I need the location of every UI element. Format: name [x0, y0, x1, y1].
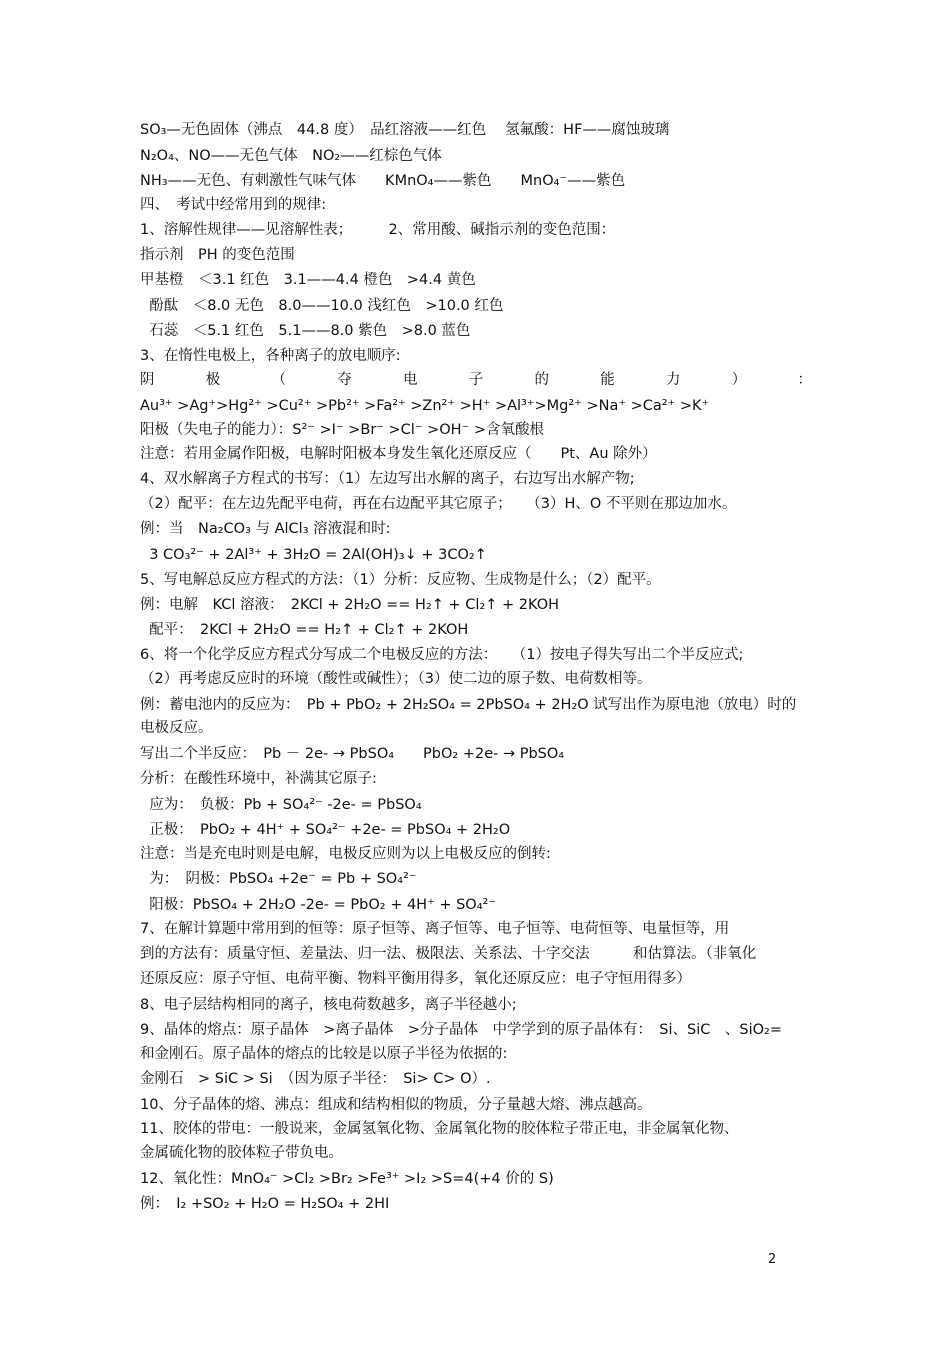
char: 力	[666, 372, 681, 388]
text-line: 注意：若用金属作阳极，电解时阳极本身发生氧化还原反应（ Pt、Au 除外）	[140, 446, 657, 462]
text-line: 金属硫化物的胶体粒子带负电。	[140, 1145, 343, 1161]
char: 电	[403, 372, 418, 388]
char: （	[271, 372, 286, 388]
text-line: 分析：在酸性环境中，补满其它原子:	[140, 771, 377, 787]
text-line: （2）再考虑反应时的环境（酸性或碱性）；（3）使二边的原子数、电荷数相等。	[140, 671, 652, 687]
text-line: 3、在惰性电极上，各种离子的放电顺序:	[140, 348, 401, 364]
justified-line	[140, 370, 812, 390]
page-number: 2	[768, 1252, 777, 1267]
text-line: 电极反应。	[140, 720, 213, 736]
text-line: Au³⁺ >Ag⁺>Hg²⁺ >Cu²⁺ >Pb²⁺ >Fa²⁺ >Zn²⁺ >H⁺ >Al³⁺>Mg²⁺ >Na⁺ >Ca²⁺ >K⁺	[140, 398, 710, 414]
text-line: 例：当 Na₂CO₃ 与 AlCl₃ 溶液混和时:	[140, 521, 391, 537]
text-line: 4、双水解离子方程式的书写：（1）左边写出水解的离子，右边写出水解产物;	[140, 471, 635, 487]
text-line: 甲基橙 ＜3.1 红色 3.1——4.4 橙色 >4.4 黄色	[140, 272, 476, 288]
text-line: （2）配平：在左边先配平电荷，再在右边配平其它原子； （3）H、O 不平则在那边加水。	[140, 496, 737, 512]
equation-line: 应为： 负极：Pb + SO₄²⁻ -2e- = PbSO₄	[140, 797, 422, 813]
text-line: 8、电子层结构相同的离子，核电荷数越多，离子半径越小;	[140, 997, 517, 1013]
text-line: 例：蓄电池内的反应为： Pb + PbO₂ + 2H₂SO₄ = 2PbSO₄ + 2H₂O 试写出作为原电池（放电）时的	[140, 697, 797, 713]
char: 子	[468, 372, 484, 388]
text-line: 12、氧化性：MnO₄⁻ >Cl₂ >Br₂ >Fe³⁺ >I₂ >S=4(+4 价的 S)	[140, 1171, 554, 1187]
text-line: 注意：当是充电时则是电解，电极反应则为以上电极反应的倒转:	[140, 846, 551, 862]
equation-line: 为： 阴极：PbSO₄ +2e⁻ = Pb + SO₄²⁻	[140, 871, 417, 887]
text-line: 6、将一个化学反应方程式分写成二个电极反应的方法： （1）按电子得失写出二个半反应式;	[140, 647, 744, 663]
equation-line: 正极： PbO₂ + 4H⁺ + SO₄²⁻ +2e- = PbSO₄ + 2H₂O	[140, 822, 511, 838]
text-line: 阳极（失电子的能力）：S²⁻ >I⁻ >Br⁻ >Cl⁻ >OH⁻ >含氧酸根	[140, 422, 544, 438]
text-line: SO₃—无色固体（沸点 44.8 度） 品红溶液——红色 氢氟酸：HF——腐蚀玻璃	[140, 122, 670, 138]
char: 夺	[337, 372, 352, 388]
text-line: 到的方法有：质量守恒、差量法、归一法、极限法、关系法、十字交法 和估算法。（非氧化	[140, 946, 757, 962]
char: 极	[205, 372, 221, 388]
text-line: 金刚石 > SiC > Si （因为原子半径： Si> C> O）.	[140, 1071, 491, 1087]
char: 能	[600, 372, 615, 388]
char: 阴	[140, 372, 155, 388]
text-line: 5、写电解总反应方程式的方法：（1）分析：反应物、生成物是什么；（2）配平。	[140, 572, 661, 588]
char: 的	[534, 372, 549, 388]
text-line: 10、分子晶体的熔、沸点：组成和结构相似的物质，分子量越大熔、沸点越高。	[140, 1097, 652, 1113]
equation-line: 例： I₂ +SO₂ + H₂O = H₂SO₄ + 2HI	[140, 1196, 390, 1212]
section-heading: 四、 考试中经常用到的规律:	[140, 197, 327, 213]
text-line: 1、溶解性规律——见溶解性表； 2、常用酸、碱指示剂的变色范围：	[140, 222, 616, 238]
text-line: 酚酞 ＜8.0 无色 8.0——10.0 浅红色 >10.0 红色	[140, 298, 504, 314]
text-line: N₂O₄、NO——无色气体 NO₂——红棕色气体	[140, 148, 442, 164]
text-line: 7、在解计算题中常用到的恒等：原子恒等、离子恒等、电子恒等、电荷恒等、电量恒等，用	[140, 921, 730, 937]
text-line: 还原反应：原子守恒、电荷平衡、物料平衡用得多，氧化还原反应：电子守恒用得多）	[140, 971, 691, 987]
char: ：	[797, 372, 812, 388]
text-line: 石蕊 ＜5.1 红色 5.1——8.0 紫色 >8.0 蓝色	[140, 323, 471, 339]
equation-line: 配平： 2KCl + 2H₂O == H₂↑ + Cl₂↑ + 2KOH	[140, 622, 469, 638]
text-line: 写出二个半反应： Pb － 2e- → PbSO₄ PbO₂ +2e- → PbSO₄	[140, 746, 565, 762]
text-line: 和金刚石。原子晶体的熔点的比较是以原子半径为依据的:	[140, 1046, 508, 1062]
text-line: 例：电解 KCl 溶液： 2KCl + 2H₂O == H₂↑ + Cl₂↑ + 2KOH	[140, 597, 560, 613]
text-line: 指示剂 PH 的变色范围	[140, 247, 295, 263]
equation-line: 阳极：PbSO₄ + 2H₂O -2e- = PbO₂ + 4H⁺ + SO₄²⁻	[140, 897, 496, 913]
equation-line: 3 CO₃²⁻ + 2Al³⁺ + 3H₂O = 2Al(OH)₃↓ + 3CO₂↑	[140, 547, 487, 563]
text-line: 9、晶体的熔点：原子晶体 >离子晶体 >分子晶体 中学学到的原子晶体有： Si、SiC 、SiO₂=	[140, 1022, 782, 1038]
char: ）	[731, 372, 747, 388]
text-line: NH₃——无色、有刺激性气味气体 KMnO₄——紫色 MnO₄⁻——紫色	[140, 173, 626, 189]
text-line: 11、胶体的带电：一般说来，金属氢氧化物、金属氧化物的胶体粒子带正电，非金属氧化物、	[140, 1121, 739, 1137]
